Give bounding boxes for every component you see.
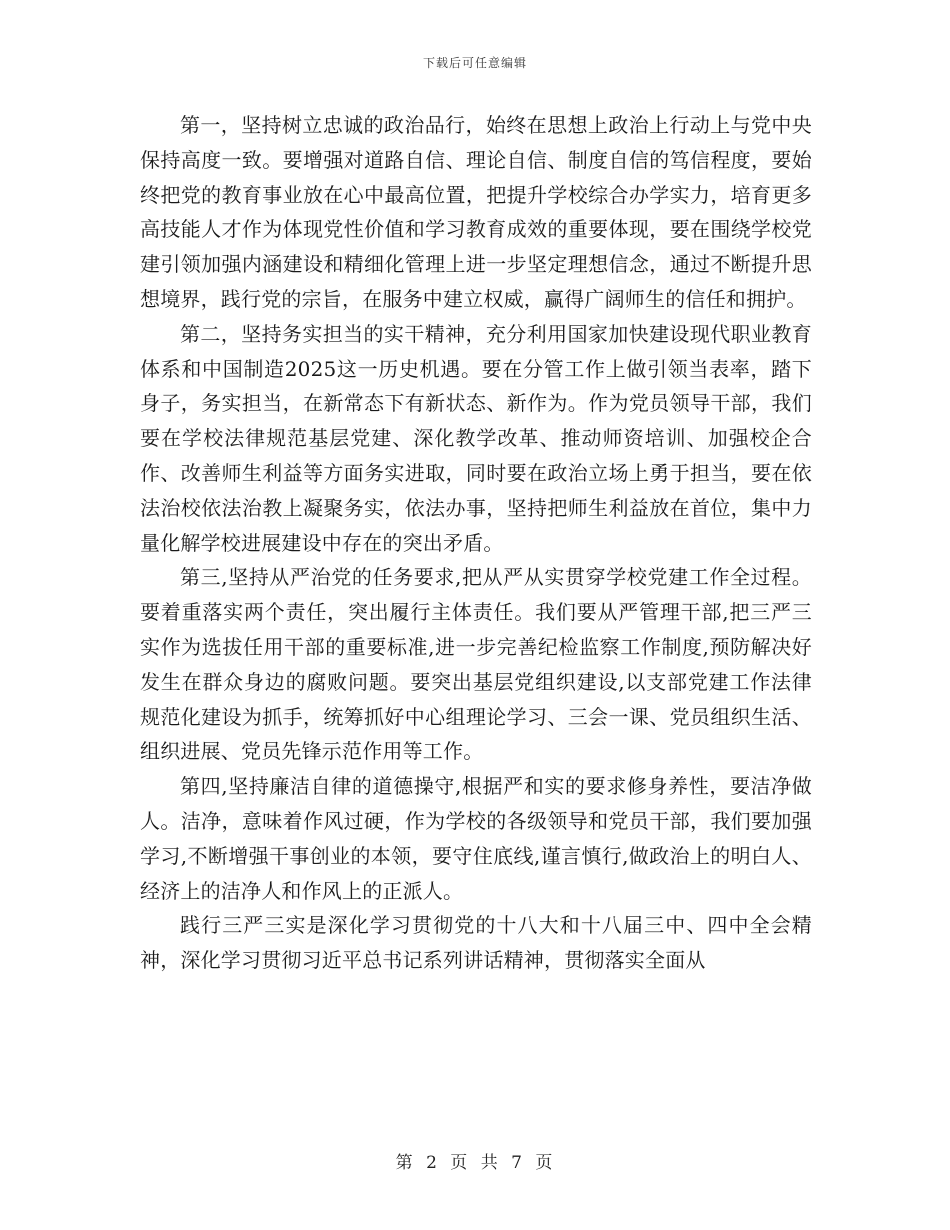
paragraph-2: 第二，坚持务实担当的实干精神，充分利用国家加快建设现代职业教育体系和中国制造2025这一历史机遇。要在分管工作上做引领当表率，踏下身子，务实担当，在新常态下有新状态、新作为。作为党员领导干部，我们要在学校法律规范基层党建、深化教学改革、推动师资培训、加强校企合作、改善师生利益等方面务实进取，同时要在政治立场上勇于担当，要在依法治校依法治教上凝聚务实，依法办事，坚持把师生利益放在首位，集中力量化解学校进展建设中存在的突出矛盾。 — [140, 321, 812, 555]
page-header: 下载后可任意编辑 — [422, 56, 527, 70]
paragraph-4: 第四,坚持廉洁自律的道德操守,根据严和实的要求修身养性，要洁净做人。洁净，意味着作风过硬，作为学校的各级领导和党员干部，我们要加强学习,不断增强干事创业的本领，要守住底线,谨言慎行,做政治上的明白人、经济上的洁净人和作风上的正派人。 — [140, 774, 812, 903]
paragraph-1: 第一，坚持树立忠诚的政治品行，始终在思想上政治上行动上与党中央保持高度一致。要增强对道路自信、理论自信、制度自信的笃信程度，要始终把党的教育事业放在心中最高位置，把提升学校综合办学实力，培育更多高技能人才作为体现党性价值和学习教育成效的重要体现，要在围绕学校党建引领加强内涵建设和精细化管理上进一步坚定理想信念，通过不断提升思想境界，践行党的宗旨，在服务中建立权威，赢得广阔师生的信任和拥护。 — [140, 113, 812, 311]
page-number: 第 2 页 共 7 页 — [395, 1153, 555, 1173]
paragraph-3: 第三,坚持从严治党的任务要求,把从严从实贯穿学校党建工作全过程。要着重落实两个责任，突出履行主体责任。我们要从严管理干部,把三严三实作为选拔任用干部的重要标准,进一步完善纪检监察工作制度,预防解决好发生在群众身边的腐败问题。要突出基层党组织建设,以支部党建工作法律规范化建设为抓手，统筹抓好中心组理论学习、三会一课、党员组织生活、组织进展、党员先锋示范作用等工作。 — [140, 565, 812, 764]
document-body — [140, 108, 812, 978]
paragraph-5: 践行三严三实是深化学习贯彻党的十八大和十八届三中、四中全会精神，深化学习贯彻习近平总书记系列讲话精神，贯彻落实全面从 — [140, 913, 812, 973]
